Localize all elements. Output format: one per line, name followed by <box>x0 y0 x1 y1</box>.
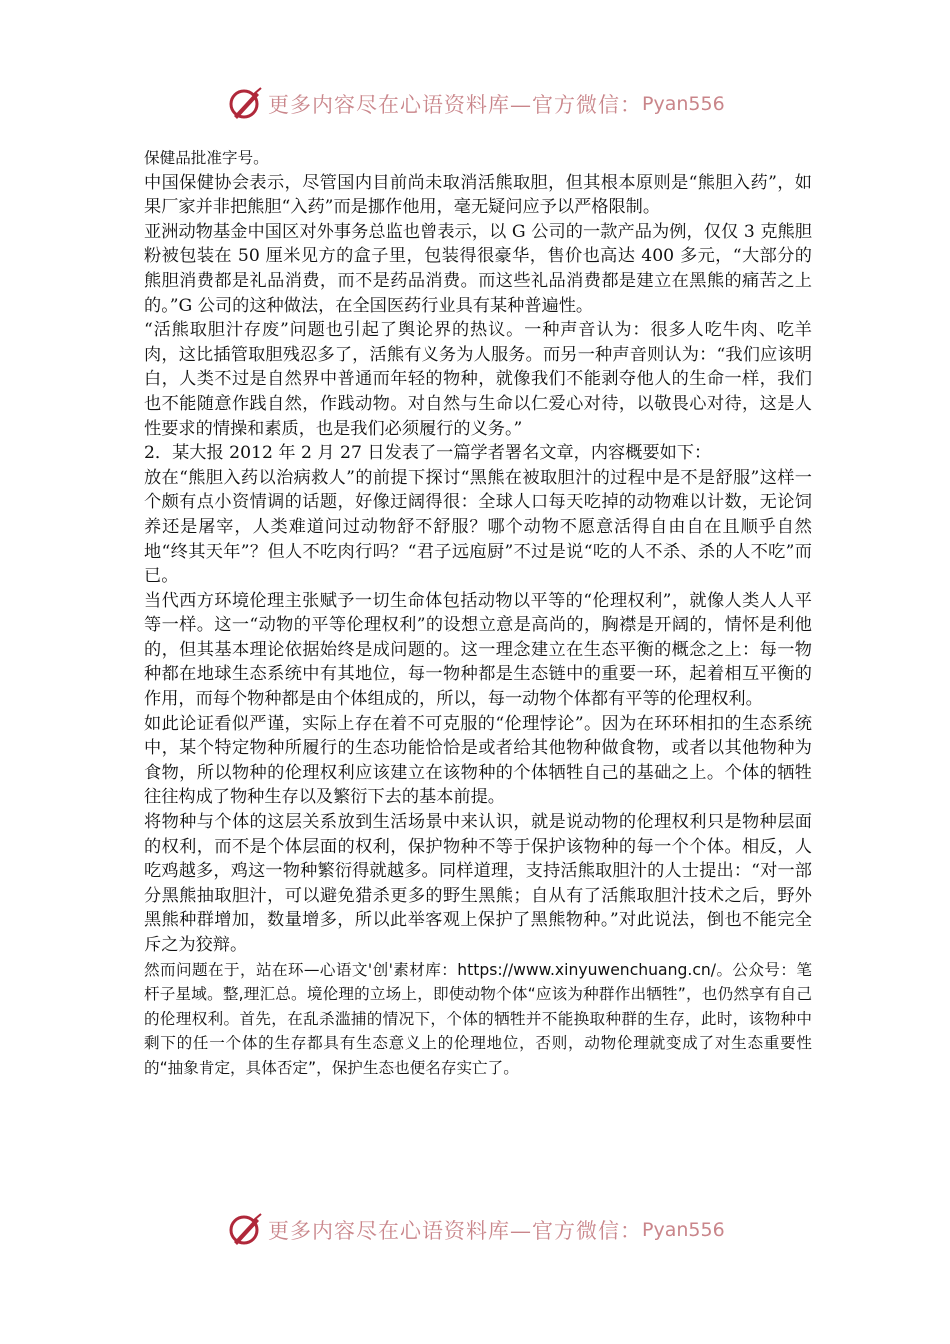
banner-wechat: Pyan556 <box>642 93 725 115</box>
paragraph: 2．某大报 2012 年 2 月 27 日发表了一篇学者署名文章，内容概要如下： <box>144 443 712 464</box>
pen-logo-icon <box>228 86 264 122</box>
paragraph: 当代西方环境伦理主张赋予一切生命体包括动物以平等的“伦理权利”，就像人类人人平等一样。这一“动物的平等伦理权利”的设想立意是高尚的，胸襟是开阔的，情怀是利他的，但其基本理论依据始终是成问题的。这一理念建立在生态平衡的概念之上：每一物种都在地球生态系统中有其地位，每一物种都是生态链中的重要一环，起着相互平衡的作用，而每个物种都是由个体组成的，所以，每一动物个体都有平等的伦理权利。 <box>144 590 812 710</box>
pen-logo-icon <box>228 1212 264 1248</box>
paragraph: 中国保健协会表示，尽管国内目前尚未取消活熊取胆，但其根本原则是“熊胆入药”，如果厂家并非把熊胆“入药”而是挪作他用，毫无疑问应予以严格限制。 <box>144 172 812 218</box>
document-body <box>144 146 812 1081</box>
paragraph: 将物种与个体的这层关系放到生活场景中来认识，就是说动物的伦理权利只是物种层面的权利，而不是个体层面的权利，保护物种不等于保护该物种的每一个个体。相反，人吃鸡越多，鸡这一物种繁衍得就越多。同样道理，支持活熊取胆汁的人士提出：“对一部分黑熊抽取胆汁，可以避免猎杀更多的野生黑熊；自从有了活熊取胆汁技术之后，野外黑熊种群增加，数量增多，所以此举客观上保护了黑熊物种。”对此说法，倒也不能完全斥之为狡辩。 <box>144 812 812 955</box>
header-banner <box>228 84 725 124</box>
paragraph: 放在“熊胆入药以治病救人”的前提下探讨“黑熊在被取胆汁的过程中是不是舒服”这样一个颇有点小资情调的话题，好像迂阔得很：全球人口每天吃掉的动物难以计数，无论饲养还是屠宰，人类难道问过动物舒不舒服？哪个动物不愿意活得自由自在且顺乎自然地“终其天年”？但人不吃肉行吗？“君子远庖厨”不过是说“吃的人不杀、杀的人不吃”而已。 <box>144 467 812 587</box>
paragraph: 保健品批准字号。 <box>144 149 269 167</box>
paragraph: 亚洲动物基金中国区对外事务总监也曾表示，以 G 公司的一款产品为例，仅仅 3 克熊胆粉被包装在 50 厘米见方的盒子里，包装得很豪华，售价也高达 400 多元，“大部分的熊胆消费都是礼品消费，而不是药品消费。而这些礼品消费都是建立在黑熊的痛苦之上的。”G 公司的这种做法，在全国医药行业具有某种普遍性。 <box>144 221 812 316</box>
paragraph: “活熊取胆汁存废”问题也引起了舆论界的热议。一种声音认为：很多人吃牛肉、吃羊肉，这比插管取胆残忍多了，活熊有义务为人服务。而另一种声音则认为：“我们应该明白，人类不过是自然界中普通而年轻的物种，就像我们不能剥夺他人的生命一样，我们也不能随意作践自然，作践动物。对自然与生命以仁爱心对待，以敬畏心对待，这是人性要求的情操和素质，也是我们必须履行的义务。” <box>144 320 812 439</box>
banner-text: 更多内容尽在心语资料库—官方微信： <box>268 93 642 117</box>
footer-banner <box>228 1210 725 1250</box>
banner-text: 更多内容尽在心语资料库—官方微信： <box>268 1219 642 1243</box>
paragraph: 如此论证看似严谨，实际上存在着不可克服的“伦理悖论”。因为在环环相扣的生态系统中，某个特定物种所履行的生态功能恰恰是或者给其他物种做食物，或者以其他物种为食物，所以物种的伦理权利应该建立在该物种的个体牺牲自己的基础之上。个体的牺牲往往构成了物种生存以及繁衍下去的基本前提。 <box>144 713 812 808</box>
paragraph: 然而问题在于，站在环—心语文'创'素材库：https://www.xinyuwenchuang.cn/。公众号：笔杆子星域。整,理汇总。境伦理的立场上，即使动物个体“应该为种群作出牺牲”，也仍然享有自己的伦理权利。首先，在乱杀滥捕的情况下，个体的牺牲并不能换取种群的生存，此时，该物种中剩下的任一个体的生存都具有生态意义上的伦理地位，否则，动物伦理就变成了对生态重要性的“抽象肯定，具体否定”，保护生态也便名存实亡了。 <box>144 960 812 1077</box>
banner-wechat: Pyan556 <box>642 1219 725 1241</box>
